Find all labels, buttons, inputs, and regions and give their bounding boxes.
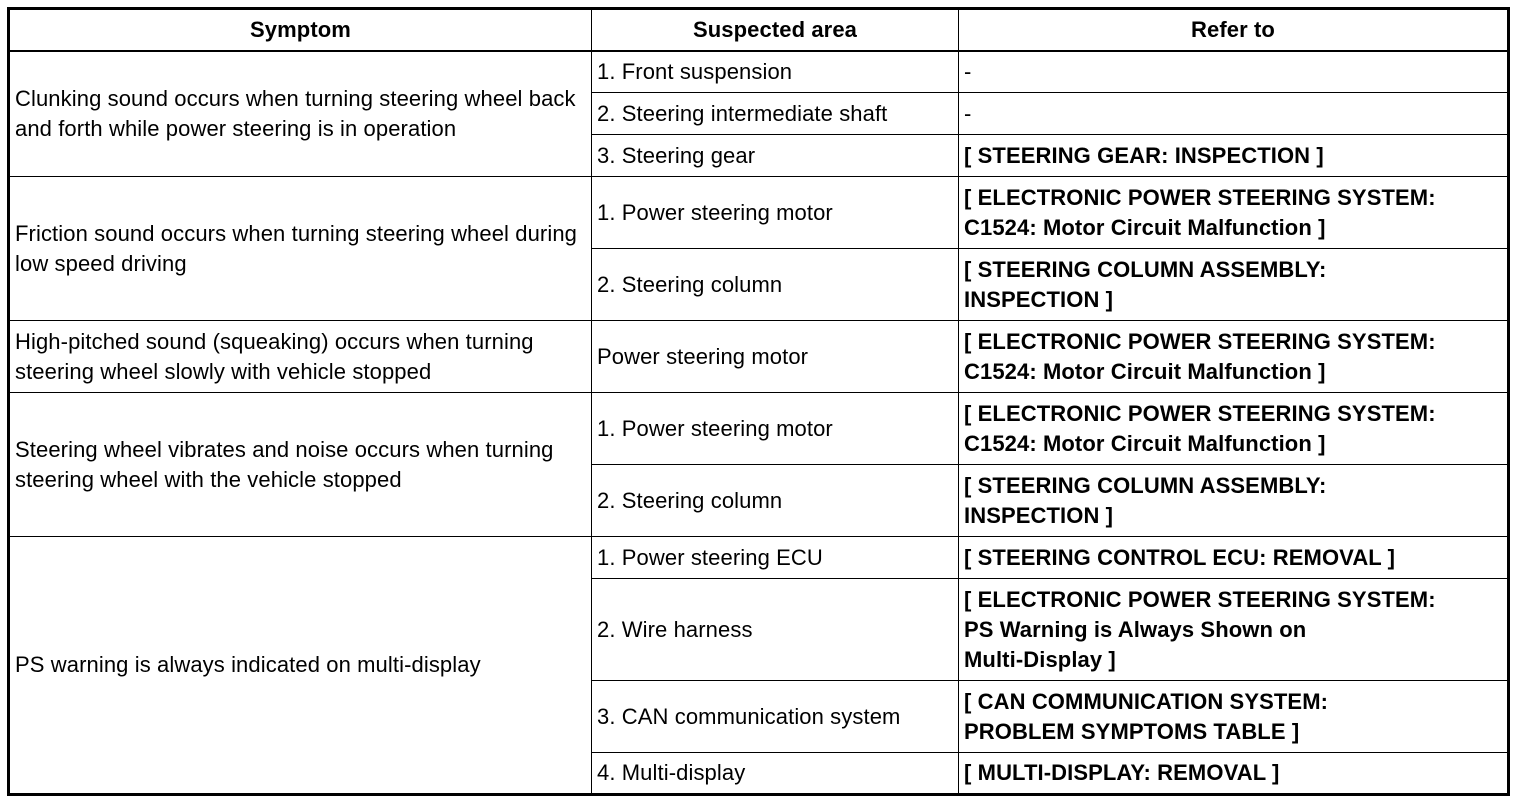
refer-to-link[interactable] (959, 681, 1509, 753)
refer-to-link[interactable] (959, 537, 1509, 579)
problem-symptoms-table (7, 7, 1510, 796)
suspected-area-cell: 1. Front suspension (592, 51, 959, 93)
refer-to-link[interactable] (959, 753, 1509, 795)
refer-to-link[interactable] (959, 249, 1509, 321)
suspected-area-cell: Power steering motor (592, 321, 959, 393)
refer-to-line: [ MULTI-DISPLAY: REMOVAL ] (964, 760, 1280, 785)
refer-to-line: PS Warning is Always Shown on (964, 616, 1307, 642)
refer-to-line: [ STEERING COLUMN ASSEMBLY: (964, 256, 1327, 282)
refer-to-line: C1524: Motor Circuit Malfunction ] (964, 214, 1326, 240)
symptom-cell: Friction sound occurs when turning steering wheel during low speed driving (9, 177, 592, 321)
table-row (9, 177, 1509, 249)
header-refer-to: Refer to (959, 9, 1509, 51)
refer-to-link[interactable] (959, 135, 1509, 177)
table-row (9, 321, 1509, 393)
refer-to-line: [ STEERING CONTROL ECU: REMOVAL ] (964, 544, 1396, 570)
refer-to-line: [ ELECTRONIC POWER STEERING SYSTEM: (964, 184, 1436, 210)
symptom-cell: Steering wheel vibrates and noise occurs when turning steering wheel with the vehicle stopped (9, 393, 592, 537)
refer-to-link[interactable] (959, 465, 1509, 537)
suspected-area-cell: 2. Wire harness (592, 579, 959, 681)
suspected-area-cell: 2. Steering intermediate shaft (592, 93, 959, 135)
suspected-area-cell: 1. Power steering ECU (592, 537, 959, 579)
suspected-area-cell: 2. Steering column (592, 249, 959, 321)
refer-to-link[interactable] (959, 393, 1509, 465)
refer-to-line: C1524: Motor Circuit Malfunction ] (964, 430, 1326, 456)
refer-to-link[interactable] (959, 579, 1509, 681)
suspected-area-cell: 3. Steering gear (592, 135, 959, 177)
refer-to-line: [ CAN COMMUNICATION SYSTEM: (964, 688, 1329, 714)
refer-to-line: [ ELECTRONIC POWER STEERING SYSTEM: (964, 328, 1436, 354)
refer-to-line: - (964, 100, 972, 126)
refer-to-line: [ ELECTRONIC POWER STEERING SYSTEM: (964, 586, 1436, 612)
suspected-area-cell: 1. Power steering motor (592, 177, 959, 249)
refer-to-line: [ STEERING GEAR: INSPECTION ] (964, 142, 1324, 168)
refer-to-link[interactable] (959, 177, 1509, 249)
refer-to-line: Multi-Display ] (964, 646, 1116, 672)
symptom-cell: PS warning is always indicated on multi-display (9, 537, 592, 795)
suspected-area-cell: 1. Power steering motor (592, 393, 959, 465)
symptom-cell: High-pitched sound (squeaking) occurs when turning steering wheel slowly with vehicle stopped (9, 321, 592, 393)
refer-to-cell (959, 93, 1509, 135)
refer-to-line: INSPECTION ] (964, 286, 1114, 312)
refer-to-line: PROBLEM SYMPTOMS TABLE ] (964, 718, 1300, 744)
refer-to-line: INSPECTION ] (964, 502, 1114, 528)
suspected-area-cell: 2. Steering column (592, 465, 959, 537)
refer-to-line: - (964, 58, 972, 84)
suspected-area-cell: 4. Multi-display (592, 753, 959, 795)
refer-to-link[interactable] (959, 321, 1509, 393)
header-symptom: Symptom (9, 9, 592, 51)
table-header-row (9, 9, 1509, 51)
symptom-cell: Clunking sound occurs when turning steering wheel back and forth while power steering is in operation (9, 51, 592, 177)
table-row (9, 393, 1509, 465)
header-suspected-area: Suspected area (592, 9, 959, 51)
refer-to-line: [ ELECTRONIC POWER STEERING SYSTEM: (964, 400, 1436, 426)
table-row (9, 51, 1509, 93)
suspected-area-cell: 3. CAN communication system (592, 681, 959, 753)
refer-to-cell (959, 51, 1509, 93)
refer-to-line: [ STEERING COLUMN ASSEMBLY: (964, 472, 1327, 498)
table-row (9, 537, 1509, 579)
refer-to-line: C1524: Motor Circuit Malfunction ] (964, 358, 1326, 384)
